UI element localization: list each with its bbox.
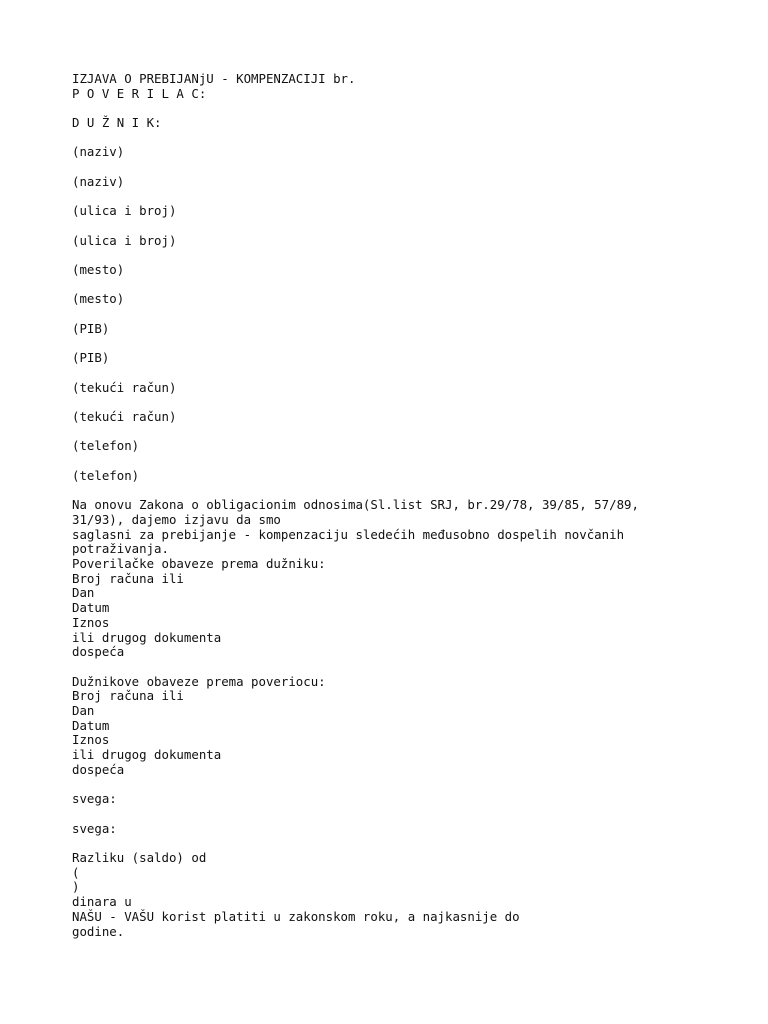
spacer bbox=[72, 807, 712, 822]
column-header: Iznos bbox=[72, 614, 110, 630]
creditor-label: P O V E R I L A C: bbox=[72, 85, 207, 101]
statement-line: Na onovu Zakona o obligacionim odnosima(Sl.list SRJ, br.29/78, 39/85, 57/89, bbox=[72, 497, 639, 513]
column-header: Dan bbox=[72, 703, 95, 718]
closing-line: godine. bbox=[72, 923, 125, 939]
closing-line: dinara u bbox=[72, 894, 132, 910]
total-label: svega: bbox=[72, 820, 117, 836]
statement-line: 31/93), dajemo izjavu da smo bbox=[72, 511, 281, 527]
column-header: Datum bbox=[72, 600, 110, 616]
column-header: dospeća bbox=[72, 644, 125, 660]
document-page bbox=[72, 72, 712, 939]
spacer bbox=[72, 454, 712, 469]
document-title: IZJAVA O PREBIJANjU - KOMPENZACIJI br. bbox=[72, 71, 356, 86]
spacer bbox=[72, 101, 712, 116]
debtor-phone-field: (telefon) bbox=[72, 467, 140, 483]
creditor-phone-field: (telefon) bbox=[72, 438, 140, 454]
spacer bbox=[72, 337, 712, 352]
total-label: svega: bbox=[72, 791, 117, 807]
spacer bbox=[72, 131, 712, 146]
spacer bbox=[72, 278, 712, 293]
column-header: ili drugog dokumenta bbox=[72, 629, 222, 645]
statement-line: saglasni za prebijanje - kompenzaciju sledećih međusobno dospelih novčanih bbox=[72, 526, 625, 542]
creditor-pib-field: (PIB) bbox=[72, 320, 110, 336]
spacer bbox=[72, 483, 712, 498]
spacer bbox=[72, 190, 712, 205]
closing-line: NAŠU - VAŠU korist platiti u zakonskom roku, a najkasnije do bbox=[72, 908, 520, 924]
spacer bbox=[72, 836, 712, 851]
debtor-obligations-heading: Dužnikove obaveze prema poveriocu: bbox=[72, 673, 326, 689]
spacer bbox=[72, 778, 712, 793]
column-header: Iznos bbox=[72, 732, 110, 748]
creditor-street-field: (ulica i broj) bbox=[72, 203, 177, 219]
spacer bbox=[72, 660, 712, 675]
debtor-city-field: (mesto) bbox=[72, 291, 125, 307]
creditor-name-field: (naziv) bbox=[72, 144, 125, 160]
debtor-account-field: (tekući račun) bbox=[72, 409, 177, 424]
spacer bbox=[72, 160, 712, 175]
column-header: Broj računa ili bbox=[72, 688, 184, 704]
column-header: dospeća bbox=[72, 761, 125, 777]
creditor-account-field: (tekući račun) bbox=[72, 379, 177, 395]
column-header: Datum bbox=[72, 717, 110, 733]
debtor-name-field: (naziv) bbox=[72, 173, 125, 189]
spacer bbox=[72, 395, 712, 410]
debtor-street-field: (ulica i broj) bbox=[72, 232, 177, 248]
closing-line: ) bbox=[72, 879, 80, 895]
creditor-obligations-heading: Poverilačke obaveze prema dužniku: bbox=[72, 555, 326, 571]
spacer bbox=[72, 248, 712, 263]
spacer bbox=[72, 366, 712, 381]
column-header: ili drugog dokumenta bbox=[72, 747, 222, 763]
debtor-pib-field: (PIB) bbox=[72, 350, 110, 366]
spacer bbox=[72, 425, 712, 440]
spacer bbox=[72, 219, 712, 234]
creditor-city-field: (mesto) bbox=[72, 262, 125, 278]
debtor-label: D U Ž N I K: bbox=[72, 115, 162, 131]
column-header: Broj računa ili bbox=[72, 570, 184, 586]
column-header: Dan bbox=[72, 585, 95, 601]
statement-line: potraživanja. bbox=[72, 541, 169, 557]
closing-line: Razliku (saldo) od bbox=[72, 849, 207, 865]
closing-line: ( bbox=[72, 864, 80, 880]
spacer bbox=[72, 307, 712, 322]
